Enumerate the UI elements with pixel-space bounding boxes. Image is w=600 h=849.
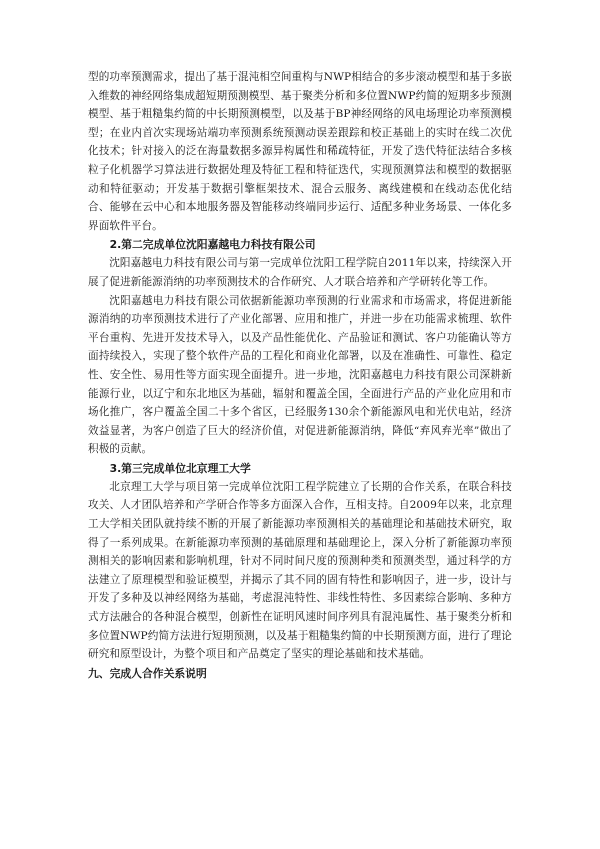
paragraph-jiayue-cooperation: 沈阳嘉越电力科技有限公司与第一完成单位沈阳工程学院自2011年以来，持续深入开展了促进新能源消纳的功率预测技术的合作研究、人才联合培养和产学研转化等工作。 (88, 257, 512, 288)
heading-second-unit: 2.第二完成单位沈阳嘉越电力科技有限公司 (109, 238, 316, 252)
heading-third-unit: 3.第三完成单位北京理工大学 (109, 461, 251, 475)
paragraph-bit-research: 北京理工大学与项目第一完成单位沈阳工程学院建立了长期的合作关系，在联合科技攻关、人才团队培养和产学研合作等多方面深入合作，互相支持。自2009年以来，北京理工大学相关团队就持续不断的开展了新能源功率预测相关的基础理论和基础技术研究，取得了一系列成果。在新能源功率预测的基础原理和基础理论上，深入分析了新能源功率预测相关的影响因素和影响机理，针对不同时间尺度的预测种类和预测类型，通过科学的方法建立了原理模型和验证模型，并揭示了其不同的固有特性和影响因子，进一步，设计与开发了多种及以神经网络为基础，考虑混沌特性、非线性特性、多因素综合影响、多种方式方法融合的各种混合模型，创新性在证明风速时间序列具有混沌属性、基于聚类分析和多位置NWP约简方法进行短期预测，以及基于粗糙集约简的中长期预测方面，进行了理论研究和原型设计，为整个项目和产品奠定了坚实的理论基础和技术基础。 (88, 480, 512, 661)
paragraph-prediction-models: 型的功率预测需求，提出了基于混沌相空间重构与NWP相结合的多步滚动模型和基于多嵌入维数的神经网络集成超短期预测模型、基于聚类分析和多位置NWP约简的短期多步预测模型、基于粗糙集约简的中长期预测模型，以及基于BP神经网络的风电场理论功率预测模型；在业内首次实现场站端功率预测系统预测动误差跟踪和校正基础上的实时在线二次优化技术；针对接入的泛在海量数据多源异构属性和稀疏特征，开发了迭代特征法结合多核粒子化机器学习算法进行数据处理及特征工程和特征迭代，实现预测算法和模型的数据驱动和特征驱动；开发基于数据引擎框架技术、混合云服务、离线建模和在线动态优化结合、能够在云中心和本地服务器及智能移动终端同步运行、适配多种业务场景、一体化多界面软件平台。 (88, 71, 512, 232)
paragraph-jiayue-industrialization: 沈阳嘉越电力科技有限公司依据新能源功率预测的行业需求和市场需求，将促进新能源消纳的功率预测技术进行了产业化部署、应用和推广，并进一步在功能需求梳理、软件平台重构、先进开发技术导入，以及产品性能优化、产品验证和测试、客户功能确认等方面持续投入，实现了整个软件产品的工程化和商业化部署，以及在准确性、可靠性、稳定性、安全性、易用性等方面实现全面提升。进一步地，沈阳嘉越电力科技有限公司深耕新能源行业，以辽宁和东北地区为基础，辐射和覆盖全国，全面进行产品的产业化应用和市场化推广，客户覆盖全国二十多个省区，已经服务130余个新能源风电和光伏电站，经济效益显著，为客户创造了巨大的经济价值，对促进新能源消纳，降低“弃风弃光率”做出了积极的贡献。 (88, 294, 512, 456)
heading-section-nine: 九、完成人合作关系说明 (88, 666, 207, 680)
